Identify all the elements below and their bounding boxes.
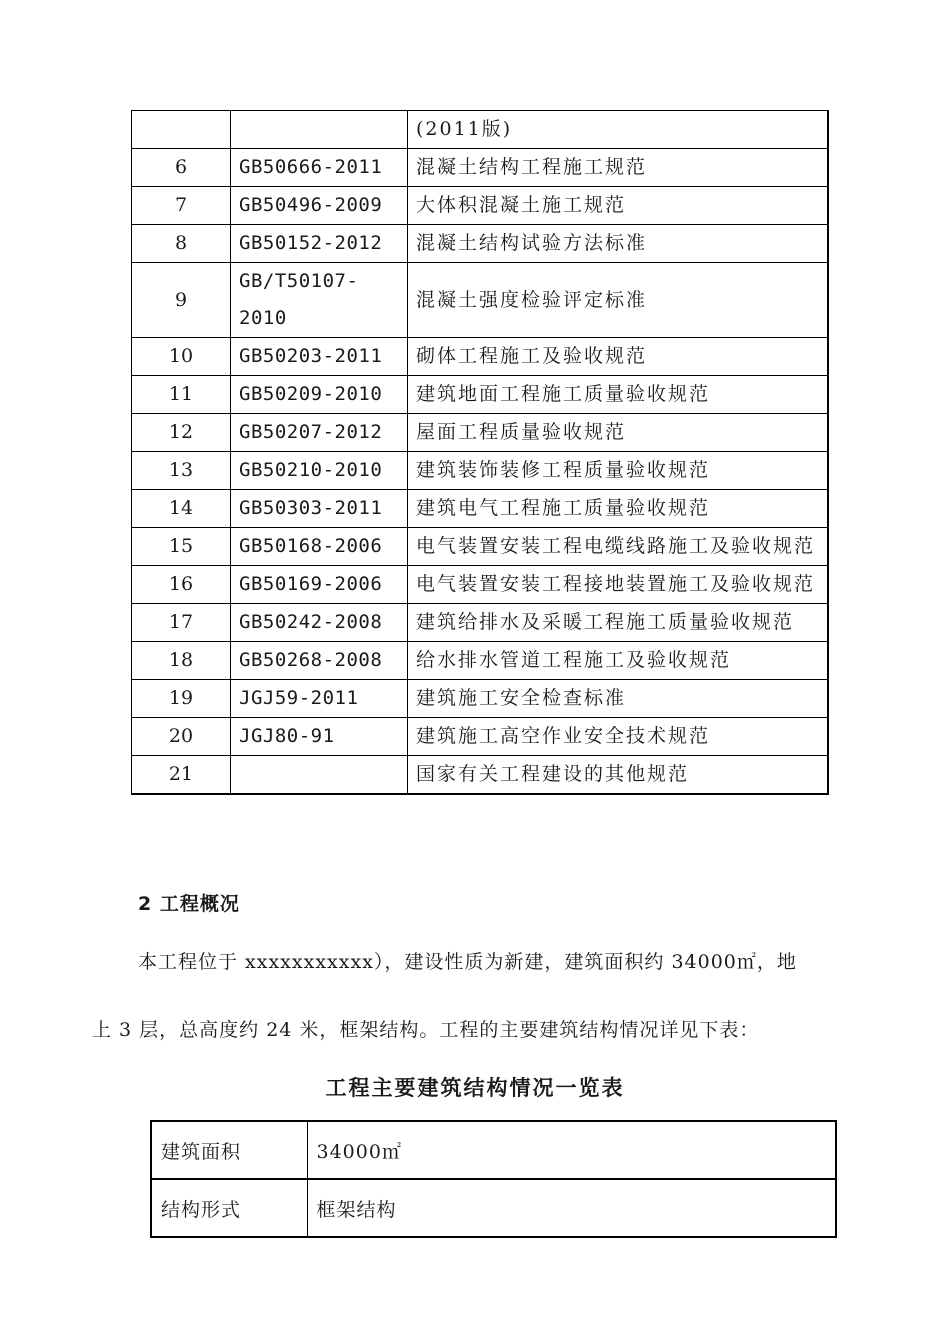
spec-code: GB50169-2006 — [231, 566, 408, 604]
table-row — [132, 225, 828, 263]
table-row — [132, 756, 828, 795]
spec-name: 混凝土结构工程施工规范 — [408, 149, 828, 187]
spec-code: GB50207-2012 — [231, 414, 408, 452]
summary-label: 结构形式 — [151, 1179, 307, 1237]
overview-paragraph-line-2: 上 3 层，总高度约 24 米，框架结构。工程的主要建筑结构情况详见下表： — [92, 1019, 760, 1041]
spec-name: 砌体工程施工及验收规范 — [408, 338, 828, 376]
table-row — [132, 414, 828, 452]
spec-code: GB/T50107-2010 — [231, 263, 408, 338]
spec-code: JGJ59-2011 — [231, 680, 408, 718]
spec-code: GB50168-2006 — [231, 528, 408, 566]
table-row — [132, 642, 828, 680]
spec-number: 18 — [132, 642, 231, 680]
spec-code: GB50203-2011 — [231, 338, 408, 376]
table-row — [132, 718, 828, 756]
table-row — [132, 263, 828, 338]
spec-number: 6 — [132, 149, 231, 187]
spec-name: 建筑给排水及采暖工程施工质量验收规范 — [408, 604, 828, 642]
spec-number: 12 — [132, 414, 231, 452]
spec-number: 17 — [132, 604, 231, 642]
table-row — [132, 338, 828, 376]
spec-name: 建筑施工安全检查标准 — [408, 680, 828, 718]
spec-number: 9 — [132, 263, 231, 338]
summary-row-area — [151, 1121, 836, 1179]
spec-number — [132, 111, 231, 149]
table-row — [132, 528, 828, 566]
spec-number: 20 — [132, 718, 231, 756]
summary-value: 框架结构 — [307, 1179, 836, 1237]
spec-name: 建筑地面工程施工质量验收规范 — [408, 376, 828, 414]
spec-name: 建筑施工高空作业安全技术规范 — [408, 718, 828, 756]
spec-number: 15 — [132, 528, 231, 566]
summary-value: 34000㎡ — [307, 1121, 836, 1179]
spec-code: JGJ80-91 — [231, 718, 408, 756]
summary-table-title: 工程主要建筑结构情况一览表 — [325, 1076, 625, 1100]
summary-label: 建筑面积 — [151, 1121, 307, 1179]
summary-table — [150, 1120, 837, 1238]
spec-code: GB50666-2011 — [231, 149, 408, 187]
section-heading: 2 工程概况 — [138, 893, 240, 915]
spec-code: GB50496-2009 — [231, 187, 408, 225]
spec-number: 13 — [132, 452, 231, 490]
spec-name: 国家有关工程建设的其他规范 — [408, 756, 828, 795]
spec-number: 14 — [132, 490, 231, 528]
spec-code: GB50268-2008 — [231, 642, 408, 680]
spec-number: 16 — [132, 566, 231, 604]
spec-number: 11 — [132, 376, 231, 414]
table-row — [132, 604, 828, 642]
spec-code: GB50209-2010 — [231, 376, 408, 414]
spec-code: GB50210-2010 — [231, 452, 408, 490]
spec-table-body — [132, 111, 828, 795]
spec-name: 混凝土结构试验方法标准 — [408, 225, 828, 263]
spec-name: 混凝土强度检验评定标准 — [408, 263, 828, 338]
spec-code — [231, 111, 408, 149]
spec-name: 大体积混凝土施工规范 — [408, 187, 828, 225]
spec-number: 19 — [132, 680, 231, 718]
spec-number: 10 — [132, 338, 231, 376]
table-row — [132, 376, 828, 414]
spec-code: GB50303-2011 — [231, 490, 408, 528]
table-row — [132, 680, 828, 718]
spec-name: 电气装置安装工程接地装置施工及验收规范 — [408, 566, 828, 604]
table-row — [132, 490, 828, 528]
spec-code — [231, 756, 408, 795]
spec-number: 8 — [132, 225, 231, 263]
spec-code: GB50152-2012 — [231, 225, 408, 263]
spec-code: GB50242-2008 — [231, 604, 408, 642]
table-row — [132, 566, 828, 604]
spec-name: 建筑电气工程施工质量验收规范 — [408, 490, 828, 528]
spec-number: 7 — [132, 187, 231, 225]
table-row — [132, 149, 828, 187]
spec-name: 建筑装饰装修工程质量验收规范 — [408, 452, 828, 490]
spec-number: 21 — [132, 756, 231, 795]
spec-name: 屋面工程质量验收规范 — [408, 414, 828, 452]
table-row — [132, 111, 828, 149]
table-row — [132, 452, 828, 490]
spec-table — [131, 110, 829, 795]
spec-name: 给水排水管道工程施工及验收规范 — [408, 642, 828, 680]
overview-paragraph-line-1: 本工程位于 xxxxxxxxxxx），建设性质为新建，建筑面积约 34000㎡，地 — [138, 951, 797, 973]
summary-row-structure — [151, 1179, 836, 1237]
table-row — [132, 187, 828, 225]
spec-name: 电气装置安装工程电缆线路施工及验收规范 — [408, 528, 828, 566]
spec-name: (2011版) — [408, 111, 828, 149]
